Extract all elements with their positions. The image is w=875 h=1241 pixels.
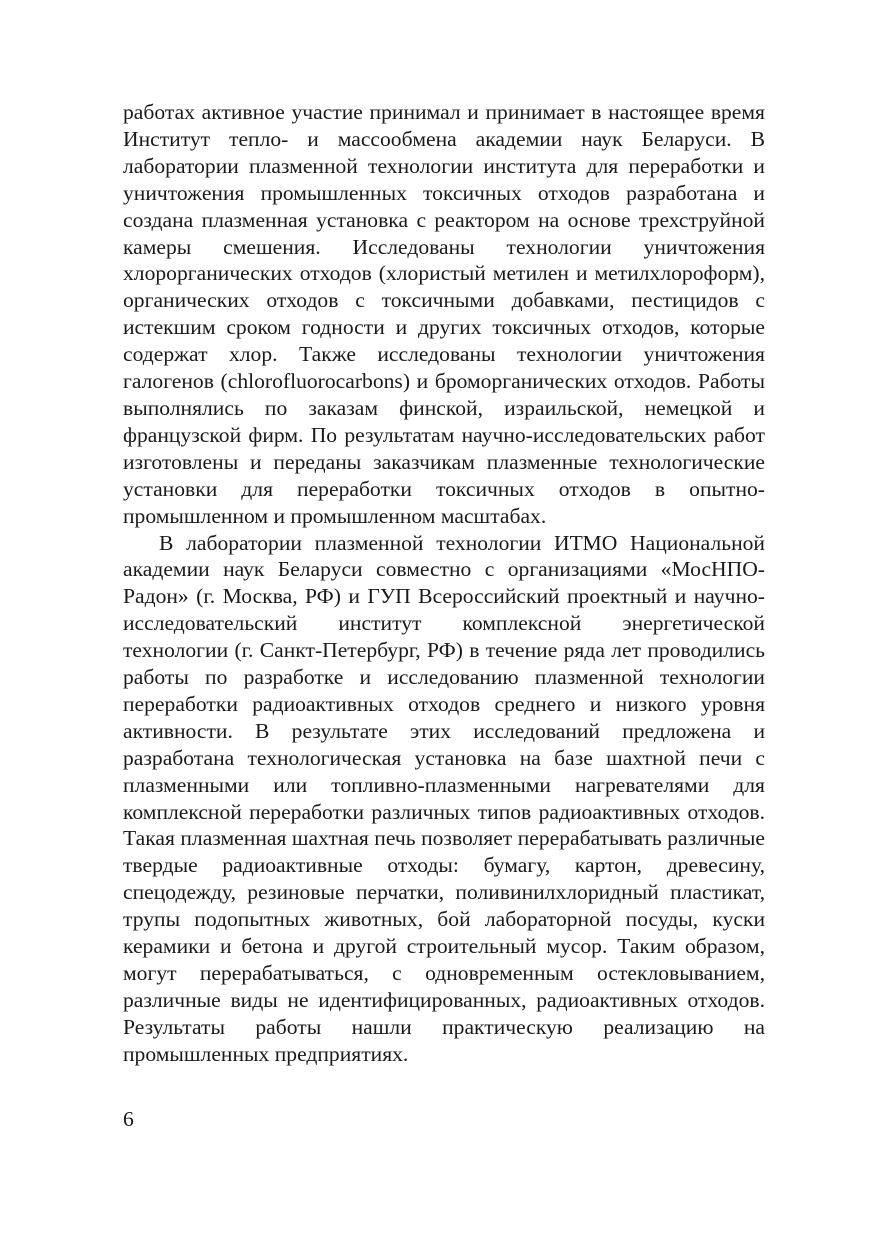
page-number: 6 (123, 1107, 134, 1131)
paragraph-continuation: работах активное участие принимал и принимает в настоящее время Институт тепло- и массообмена академии наук Беларуси. В лаборатории плазменной технологии института для переработки и уничтожения промышленных токсичных отходов разработана и создана плазменная установка с реактором на основе трехструйной камеры смешения. Исследованы технологии уничтожения хлорорганических отходов (хлористый метилен и метилхлороформ), органических отходов с токсичными добавками, пестицидов с истекшим сроком годности и других токсичных отходов, которые содержат хлор. Также исследованы технологии уничтожения галогенов (chlorofluorocarbons) и броморганических отходов. Работы выполнялись по заказам финской, израильской, немецкой и французской фирм. По результатам научно-исследовательских работ изготовлены и переданы заказчикам плазменные технологические установки для переработки токсичных отходов в опытно-промышленном и промышленном масштабах. (123, 100, 765, 528)
body-text (123, 99, 765, 1068)
paragraph-radioactive-waste: В лаборатории плазменной технологии ИТМО Национальной академии наук Беларуси совместно с организациями «МосНПО-Радон» (г. Москва, РФ) и ГУП Всероссийский проектный и научно-исследовательский институт комплексной энергетической технологии (г. Санкт-Петербург, РФ) в течение ряда лет проводились работы по разработке и исследованию плазменной технологии переработки радиоактивных отходов среднего и низкого уровня активности. В результате этих исследований предложена и разработана технологическая установка на базе шахтной печи с плазменными или топливно-плазменными нагревателями для комплексной переработки различных типов радиоактивных отходов. Такая плазменная шахтная печь позволяет перерабатывать различные твердые радиоактивные отходы: бумагу, картон, древесину, спецодежду, резиновые перчатки, поливинилхлоридный пластикат, трупы подопытных животных, бой лабораторной посуды, куски керамики и бетона и другой строительный мусор. Таким образом, могут перерабатываться, с одновременным остекловыванием, различные виды не идентифицированных, радиоактивных отходов. Результаты работы нашли практическую реализацию на промышленных предприятиях. (123, 530, 765, 1066)
